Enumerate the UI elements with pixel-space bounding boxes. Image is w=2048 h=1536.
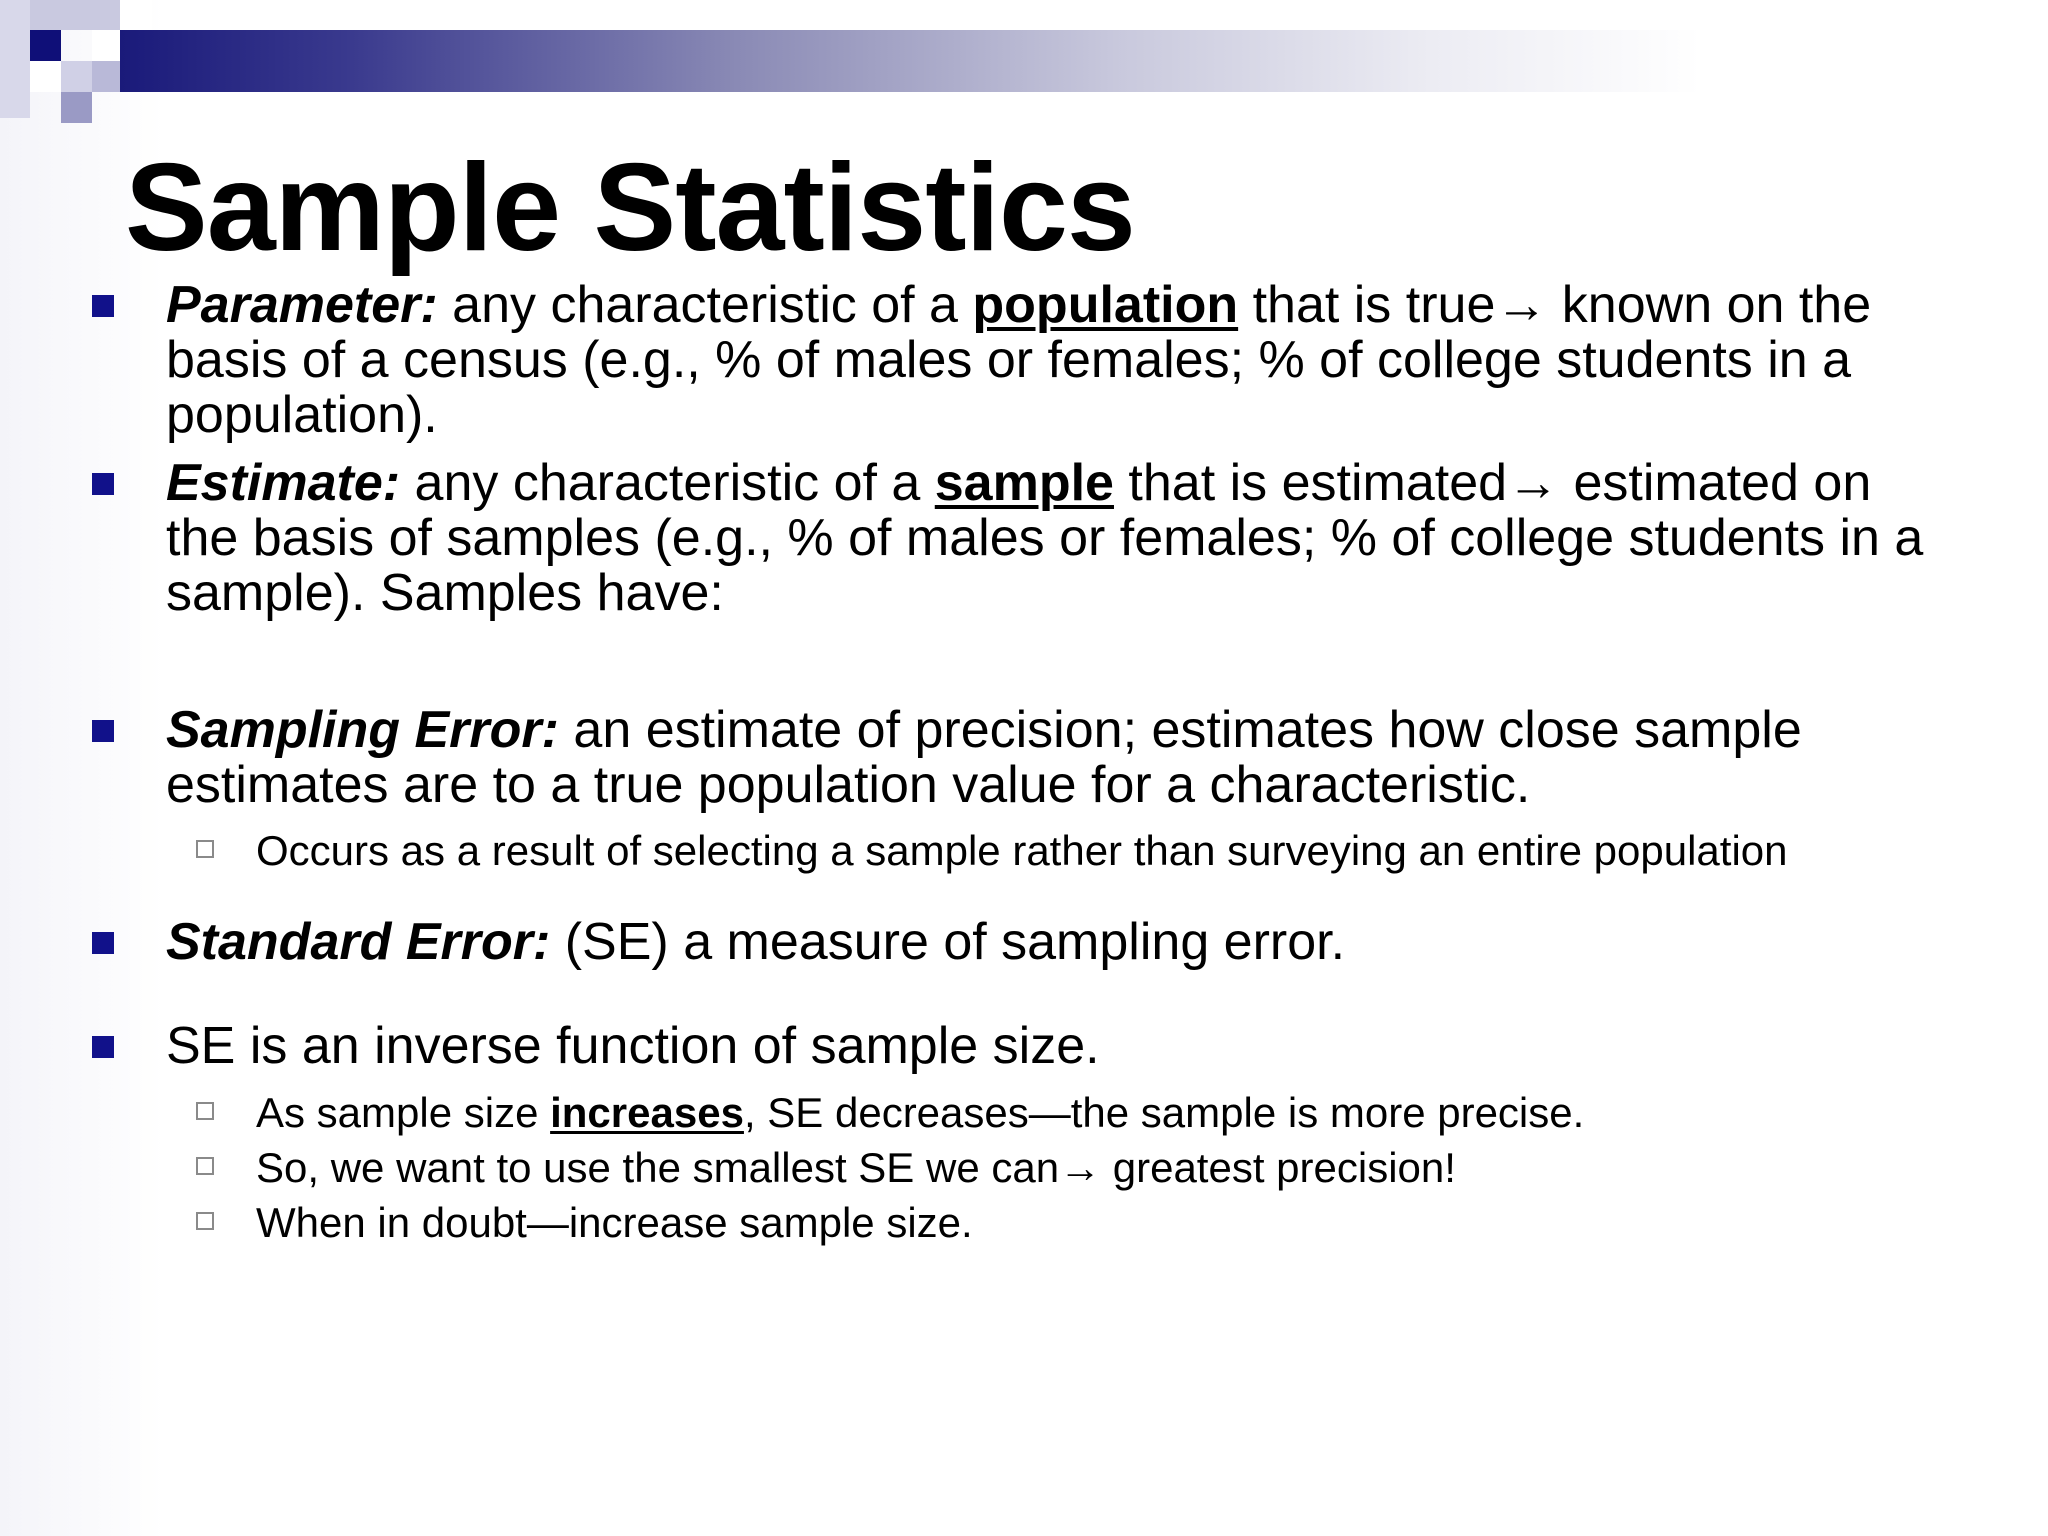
bullet-keyword: population: [972, 276, 1239, 334]
bullet-estimate: [166, 456, 1956, 621]
sub-bullet: [256, 1195, 1996, 1250]
bullet-sampling-error: [166, 703, 1956, 813]
decorative-square: [61, 61, 92, 92]
bullet-text: any characteristic of a: [437, 276, 973, 334]
square-bullet-icon: [92, 295, 114, 317]
decorative-square: [30, 61, 61, 92]
hollow-square-bullet-icon: [196, 1102, 214, 1120]
decorative-square: [30, 30, 61, 61]
bullet-standard-error: [166, 915, 1956, 970]
decorative-square: [92, 30, 120, 61]
sub-bullet-text: So, we want to use the smallest SE we can→ greatest precision!: [256, 1144, 1456, 1191]
bullet-text: SE is an inverse function of sample size.: [166, 1017, 1100, 1075]
bullet-term: Sampling Error:: [166, 701, 559, 759]
sub-bullet-text: Occurs as a result of selecting a sample rather than surveying an entire population: [256, 827, 1788, 874]
decorative-square: [0, 0, 30, 118]
hollow-square-bullet-icon: [196, 1157, 214, 1175]
bullet-keyword: sample: [934, 454, 1114, 512]
bullet-se-inverse: [166, 1019, 1956, 1074]
bullet-text: an estimate of precision; estimates how close sample estimates are to a true population value for a characteristic.: [166, 701, 1802, 814]
decorative-square: [61, 92, 92, 123]
sub-bullet: [256, 1085, 1996, 1140]
square-bullet-icon: [92, 473, 114, 495]
square-bullet-icon: [92, 1036, 114, 1058]
sub-bullet: [256, 1140, 1996, 1195]
hollow-square-bullet-icon: [196, 1212, 214, 1230]
bullet-parameter: [166, 278, 1956, 443]
square-bullet-icon: [92, 720, 114, 742]
bullet-text: (SE) a measure of sampling error.: [550, 913, 1346, 971]
bullet-term: Parameter:: [166, 276, 438, 334]
bullet-term: Estimate:: [166, 454, 401, 512]
sub-bullet-text: As sample size: [256, 1089, 551, 1136]
sub-bullet-keyword: increases: [550, 1089, 744, 1136]
decorative-square: [120, 0, 152, 30]
decorative-square: [92, 61, 120, 92]
sub-bullet-text: , SE decreases—the sample is more precise.: [743, 1089, 1585, 1136]
bullet-text: that is estimated→ estimated on the basis of samples (e.g., % of males or females; % of college students in a sample). Samples have:: [166, 454, 1924, 622]
sub-bullet: [256, 823, 1996, 878]
sub-bullet-text: When in doubt—increase sample size.: [256, 1199, 973, 1246]
title-accent-bar: [120, 30, 2048, 92]
bullet-term: Standard Error:: [166, 913, 551, 971]
hollow-square-bullet-icon: [196, 840, 214, 858]
bullet-text: any characteristic of a: [400, 454, 935, 512]
square-bullet-icon: [92, 932, 114, 954]
slide-title: Sample Statistics: [125, 139, 1135, 277]
bullet-text: that is true→ known on the basis of a census (e.g., % of males or females; % of college students in a population).: [166, 276, 1872, 444]
